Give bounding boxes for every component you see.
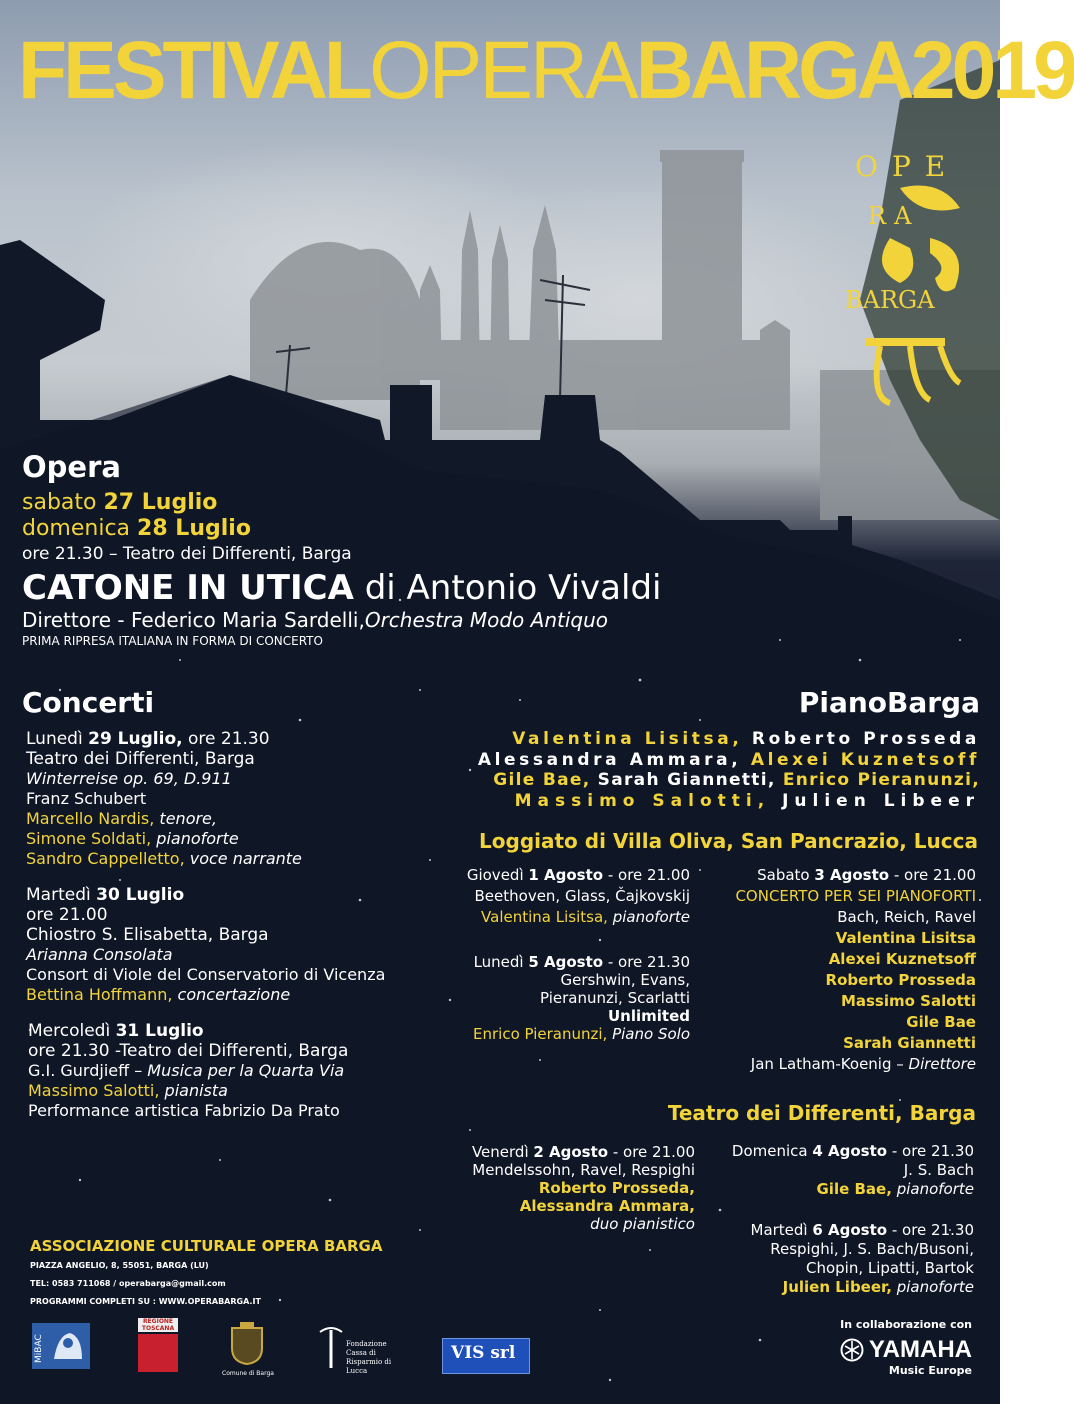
t2-day: Domenica	[731, 1142, 813, 1160]
opera-date-2-day: domenica	[22, 516, 131, 541]
c1-p3-name: Sandro Cappelletto,	[26, 849, 185, 868]
opera-section	[22, 450, 802, 649]
event-2-agosto	[440, 1143, 695, 1233]
t1-performer-role: duo pianistico	[590, 1215, 695, 1233]
pianists-row-4	[420, 791, 980, 812]
title-opera: OPERA	[369, 25, 636, 116]
c3-performance: Performance artistica Fabrizio Da Prato	[28, 1101, 340, 1120]
e2-day: Lunedì	[473, 953, 529, 971]
pianist-prosseda: Roberto Prosseda	[742, 729, 980, 749]
e1-performer-role: pianoforte	[607, 908, 690, 926]
comune-barga-text: Comune di Barga	[222, 1370, 274, 1377]
pianist-libeer: Julien Libeer	[770, 790, 980, 811]
e2-program-1: Gershwin, Evans,	[560, 971, 690, 989]
concerti-section	[22, 686, 442, 1121]
c1-day: Lunedì	[26, 729, 89, 749]
t1-time: - ore 21.00	[608, 1143, 695, 1161]
e3-performer-3: Roberto Prosseda	[825, 971, 976, 989]
t2-performer-role: pianoforte	[891, 1180, 974, 1198]
opera-orchestra: Orchestra Modo Antiquo	[364, 608, 609, 632]
association-block	[30, 1236, 430, 1308]
festival-title	[18, 25, 1074, 116]
t1-date: 2 Agosto	[533, 1143, 609, 1161]
t2-date-line	[694, 1142, 974, 1161]
regione-toscana-logo	[138, 1318, 178, 1373]
e1-date-line	[440, 865, 690, 886]
yamaha-sub: Music Europe	[888, 1364, 972, 1377]
e2-performer	[440, 1025, 690, 1043]
venue-teatro: Teatro dei Differenti, Barga	[667, 1101, 976, 1125]
e2-performer-role: Piano Solo	[607, 1025, 690, 1043]
opera-work: CATONE IN UTICA	[22, 568, 354, 608]
fondazione-logo	[318, 1326, 408, 1376]
t3-program-1: Respighi, J. S. Bach/Busoni,	[770, 1240, 974, 1258]
opera-date-2-date: 28 Luglio	[137, 516, 251, 541]
yamaha-block	[792, 1318, 972, 1377]
e3-performer-1: Valentina Lisitsa	[835, 929, 976, 947]
e1-performer	[440, 907, 690, 928]
e2-date-line	[440, 953, 690, 971]
pianist-pieranunzi: Enrico Pieranunzi,	[775, 770, 980, 790]
c3-date: 31 Luglio	[115, 1021, 204, 1041]
t1-performer-2: Alessandra Ammara,	[519, 1197, 695, 1215]
title-festival: FESTIVAL	[18, 25, 370, 116]
e3-title: CONCERTO PER SEI PIANOFORTI	[735, 887, 976, 905]
opera-work-line	[22, 569, 802, 607]
concert-31-luglio	[28, 1021, 442, 1121]
opera-time-venue: ore 21.30 – Teatro dei Differenti, Barga	[22, 544, 352, 564]
e1-program: Beethoven, Glass, Čajkovskij	[474, 887, 690, 905]
c3-time-venue: ore 21.30 -Teatro dei Differenti, Barga	[28, 1041, 349, 1061]
opera-date-1-day: sabato	[22, 490, 97, 515]
pianist-salotti: Massimo Salotti,	[514, 790, 771, 811]
logo-line-1: OPE	[855, 150, 960, 183]
event-3-agosto	[676, 865, 976, 1075]
e1-day: Giovedì	[466, 866, 529, 884]
pianists-row-1	[420, 729, 980, 750]
yamaha-wordmark: YAMAHA	[868, 1336, 972, 1363]
association-contact: TEL: 0583 711068 / operabarga@gmail.com	[30, 1279, 226, 1288]
e3-director-name: Jan Latham-Koenig –	[750, 1055, 909, 1073]
e1-performer-name: Valentina Lisitsa,	[481, 908, 608, 926]
pianobarga-heading: PianoBarga	[798, 686, 980, 719]
t3-day: Martedì	[750, 1221, 813, 1239]
c3-work-b: Musica per la Quarta Via	[147, 1061, 345, 1080]
comune-barga-crest-icon	[222, 1320, 272, 1366]
e3-program: Bach, Reich, Ravel	[837, 908, 976, 926]
e3-time: - ore 21.00	[889, 866, 976, 884]
opera-note: PRIMA RIPRESA ITALIANA IN FORMA DI CONCERTO	[22, 634, 323, 648]
logo-mark-icon	[860, 178, 980, 408]
title-barga: BARGA	[635, 25, 911, 116]
t3-performer-role: pianoforte	[891, 1278, 974, 1296]
comune-barga-logo	[222, 1320, 272, 1382]
e2-time: - ore 21.30	[603, 953, 690, 971]
t2-performer-name: Gile Bae,	[816, 1180, 892, 1198]
c1-p2-name: Simone Soldati,	[26, 829, 152, 848]
opera-date-1	[22, 490, 802, 516]
e3-director	[676, 1054, 976, 1075]
association-programs: PROGRAMMI COMPLETI SU : WWW.OPERABARGA.IT	[30, 1297, 261, 1306]
mibac-logo-text: MiBAC	[34, 1334, 44, 1363]
c2-time: ore 21.00	[26, 905, 108, 925]
regione-toscana-emblem-icon	[138, 1334, 178, 1372]
t1-date-line	[440, 1143, 695, 1161]
t2-date: 4 Agosto	[812, 1142, 888, 1160]
c1-performer-3	[26, 849, 442, 869]
c3-p1-name: Massimo Salotti,	[28, 1081, 160, 1100]
opera-barga-logo	[840, 150, 995, 415]
pianist-kuznetsoff: Alexei Kuznetsoff	[741, 749, 980, 770]
c1-p2-role: pianoforte	[151, 829, 239, 848]
c1-work: Winterreise op. 69, D.911	[26, 769, 232, 788]
t3-date: 6 Agosto	[812, 1221, 888, 1239]
t2-time: - ore 21.30	[887, 1142, 974, 1160]
opera-composer: di Antonio Vivaldi	[353, 568, 662, 608]
event-5-agosto	[440, 953, 690, 1043]
t3-program-2: Chopin, Lipatti, Bartok	[806, 1259, 974, 1277]
mibac-logo	[32, 1323, 90, 1369]
opera-date-1-date: 27 Luglio	[103, 490, 218, 515]
concerti-heading: Concerti	[22, 686, 155, 719]
c1-p3-role: voce narrante	[184, 849, 302, 868]
e3-performer-6: Sarah Giannetti	[843, 1034, 976, 1052]
c2-date-line	[26, 885, 442, 905]
venue-loggiato: Loggiato di Villa Oliva, San Pancrazio, Lucca	[479, 829, 978, 853]
t3-performer-name: Julien Libeer,	[782, 1278, 892, 1296]
association-name: ASSOCIAZIONE CULTURALE OPERA BARGA	[30, 1237, 383, 1255]
yamaha-tuning-forks-icon	[840, 1338, 864, 1362]
c2-performer-1	[26, 985, 442, 1005]
e2-performer-name: Enrico Pieranunzi,	[473, 1025, 608, 1043]
c1-date: 29 Luglio,	[88, 729, 183, 749]
c2-p1-role: concertazione	[172, 985, 291, 1004]
pianobarga-section	[420, 686, 980, 811]
opera-director-line	[22, 607, 802, 633]
e3-performer-2: Alexei Kuznetsoff	[828, 950, 976, 968]
opera-date-2	[22, 516, 802, 542]
e1-time: - ore 21.00	[603, 866, 690, 884]
yamaha-logo	[792, 1336, 972, 1364]
fondazione-icon	[318, 1326, 344, 1370]
concert-30-luglio	[26, 885, 442, 1005]
fondazione-text: Fondazione Cassa di Risparmio di Lucca	[346, 1340, 392, 1375]
c1-performer-2	[26, 829, 442, 849]
t1-program: Mendelssohn, Ravel, Respighi	[472, 1161, 695, 1179]
t3-time: - ore 21.30	[887, 1221, 974, 1239]
t2-program: J. S. Bach	[903, 1161, 974, 1179]
e3-date: 3 Agosto	[814, 866, 890, 884]
t2-performer	[694, 1180, 974, 1199]
title-year: 2019	[910, 25, 1074, 116]
c3-work-a: G.I. Gurdjieff –	[28, 1061, 148, 1080]
c2-day: Martedì	[26, 885, 97, 905]
pianists-row-2	[420, 750, 980, 771]
event-4-agosto	[694, 1142, 974, 1199]
c2-venue: Chiostro S. Elisabetta, Barga	[26, 925, 269, 945]
e3-performer-5: Gile Bae	[906, 1013, 976, 1031]
c2-p1-name: Bettina Hoffmann,	[26, 985, 173, 1004]
c1-composer: Franz Schubert	[26, 789, 147, 808]
logo-line-3: BARGA	[845, 286, 935, 314]
vis-logo-text: VIS srl	[451, 1343, 516, 1363]
t1-day: Venerdì	[471, 1143, 534, 1161]
event-6-agosto	[694, 1221, 974, 1297]
c1-p1-role: tenore,	[154, 809, 217, 828]
c2-work: Arianna Consolata	[26, 945, 173, 964]
pianobarga-pianists	[420, 729, 980, 811]
concert-29-luglio	[26, 729, 442, 869]
opera-heading: Opera	[22, 450, 121, 484]
regione-toscana-text: REGIONE TOSCANA	[138, 1318, 178, 1332]
association-address: PIAZZA ANGELIO, 8, 55051, BARGA (LU)	[30, 1261, 209, 1270]
event-1-agosto	[440, 865, 690, 928]
mibac-icon	[50, 1329, 86, 1363]
concert-1-date-line	[26, 729, 442, 749]
pianist-giannetti: Sarah Giannetti,	[590, 770, 776, 790]
e3-performer-4: Massimo Salotti	[840, 992, 976, 1010]
c1-p1-name: Marcello Nardis,	[26, 809, 155, 828]
e2-tag: Unlimited	[608, 1007, 690, 1025]
logo-line-2: RA	[868, 202, 920, 230]
c3-performer-1	[28, 1081, 442, 1101]
c3-work-line	[28, 1061, 442, 1081]
opera-director: Direttore - Federico Maria Sardelli,	[22, 608, 365, 632]
t3-performer	[694, 1278, 974, 1297]
vis-logo	[442, 1338, 530, 1374]
c3-date-line	[28, 1021, 442, 1041]
e3-date-line	[676, 865, 976, 886]
pianist-lisitsa: Valentina Lisitsa,	[512, 729, 743, 749]
c1-venue: Teatro dei Differenti, Barga	[26, 749, 255, 769]
c1-time: ore 21.30	[182, 729, 270, 749]
pianist-bae: Gile Bae,	[493, 770, 591, 790]
t1-performer-1: Roberto Prosseda,	[538, 1179, 695, 1197]
e3-director-role: Direttore	[908, 1055, 976, 1073]
pianist-ammara: Alessandra Ammara,	[477, 749, 742, 770]
e3-day: Sabato	[757, 866, 815, 884]
e2-date: 5 Agosto	[528, 953, 604, 971]
collab-label: In collaborazione con	[840, 1318, 972, 1331]
c3-p1-role: pianista	[159, 1081, 228, 1100]
t3-date-line	[694, 1221, 974, 1240]
c3-day: Mercoledì	[28, 1021, 116, 1041]
c1-performer-1	[26, 809, 442, 829]
c2-ensemble: Consort di Viole del Conservatorio di Vicenza	[26, 965, 386, 984]
pianists-row-3	[420, 770, 980, 791]
c2-date: 30 Luglio	[96, 885, 185, 905]
e1-date: 1 Agosto	[528, 866, 604, 884]
e2-program-2: Pieranunzi, Scarlatti	[540, 989, 690, 1007]
